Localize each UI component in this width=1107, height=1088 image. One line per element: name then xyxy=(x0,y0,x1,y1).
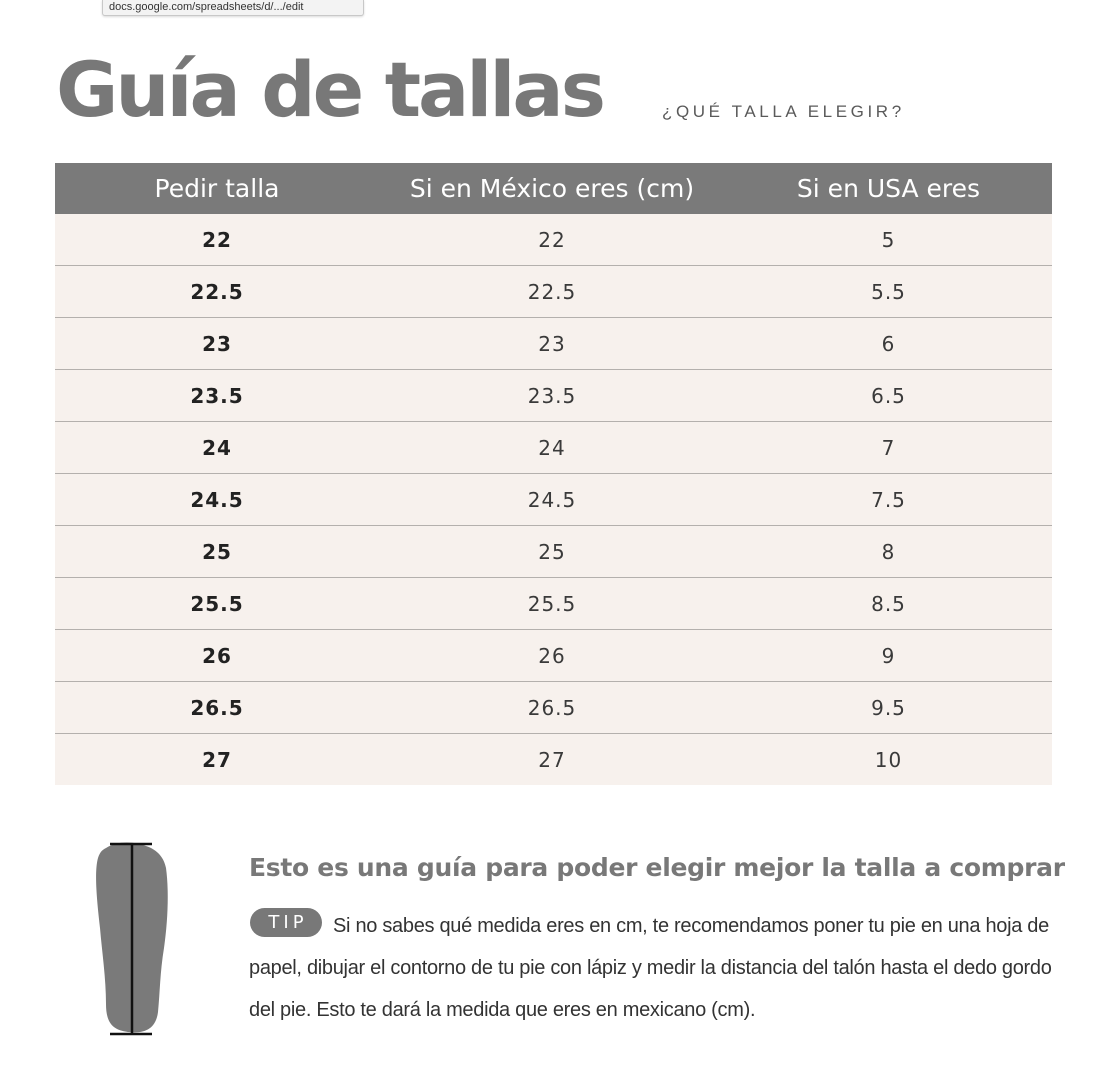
cell-mexico-cm: 25 xyxy=(379,526,725,578)
table-row xyxy=(55,266,1052,318)
size-table xyxy=(55,163,1052,785)
cell-order-size: 23.5 xyxy=(55,370,379,422)
cell-mexico-cm: 23 xyxy=(379,318,725,370)
tip-badge: TIP xyxy=(250,908,322,937)
cell-mexico-cm: 27 xyxy=(379,734,725,786)
cell-usa-size: 7 xyxy=(725,422,1052,474)
table-row xyxy=(55,474,1052,526)
cell-order-size: 22 xyxy=(55,214,379,266)
tip-text: Si no sabes qué medida eres en cm, te recomendamos poner tu pie en una hoja de papel, dibujar el contorno de tu pie con lápiz y medir la distancia del talón hasta el dedo gordo del pie. Esto te dará la medida que eres en mexicano (cm). xyxy=(249,915,1052,1021)
cell-order-size: 23 xyxy=(55,318,379,370)
cell-mexico-cm: 24 xyxy=(379,422,725,474)
cell-usa-size: 9.5 xyxy=(725,682,1052,734)
cell-usa-size: 8 xyxy=(725,526,1052,578)
column-header-mexico-cm: Si en México eres (cm) xyxy=(379,163,725,214)
cell-mexico-cm: 25.5 xyxy=(379,578,725,630)
table-row xyxy=(55,318,1052,370)
foot-measure-icon xyxy=(92,840,172,1038)
cell-usa-size: 10 xyxy=(725,734,1052,786)
cell-usa-size: 9 xyxy=(725,630,1052,682)
table-row xyxy=(55,526,1052,578)
page-title: Guía de tallas xyxy=(56,45,603,134)
url-tooltip: docs.google.com/spreadsheets/d/.../edit xyxy=(102,0,364,16)
cell-mexico-cm: 22 xyxy=(379,214,725,266)
cell-order-size: 22.5 xyxy=(55,266,379,318)
cell-mexico-cm: 26 xyxy=(379,630,725,682)
cell-order-size: 24.5 xyxy=(55,474,379,526)
cell-order-size: 26 xyxy=(55,630,379,682)
table-row xyxy=(55,214,1052,266)
cell-order-size: 24 xyxy=(55,422,379,474)
cell-mexico-cm: 26.5 xyxy=(379,682,725,734)
cell-mexico-cm: 24.5 xyxy=(379,474,725,526)
table-row xyxy=(55,578,1052,630)
cell-order-size: 27 xyxy=(55,734,379,786)
column-header-usa: Si en USA eres xyxy=(725,163,1052,214)
cell-usa-size: 8.5 xyxy=(725,578,1052,630)
cell-usa-size: 5.5 xyxy=(725,266,1052,318)
page-subtitle: ¿QUÉ TALLA ELEGIR? xyxy=(662,102,905,121)
table-row xyxy=(55,630,1052,682)
cell-usa-size: 7.5 xyxy=(725,474,1052,526)
column-header-order-size: Pedir talla xyxy=(55,163,379,214)
table-row xyxy=(55,682,1052,734)
cell-mexico-cm: 23.5 xyxy=(379,370,725,422)
cell-usa-size: 6.5 xyxy=(725,370,1052,422)
cell-usa-size: 5 xyxy=(725,214,1052,266)
table-row xyxy=(55,422,1052,474)
cell-mexico-cm: 22.5 xyxy=(379,266,725,318)
cell-usa-size: 6 xyxy=(725,318,1052,370)
table-row xyxy=(55,734,1052,786)
table-header-row xyxy=(55,163,1052,214)
cell-order-size: 26.5 xyxy=(55,682,379,734)
table-row xyxy=(55,370,1052,422)
cell-order-size: 25 xyxy=(55,526,379,578)
cell-order-size: 25.5 xyxy=(55,578,379,630)
guide-heading: Esto es una guía para poder elegir mejor la talla a comprar xyxy=(249,853,1065,882)
